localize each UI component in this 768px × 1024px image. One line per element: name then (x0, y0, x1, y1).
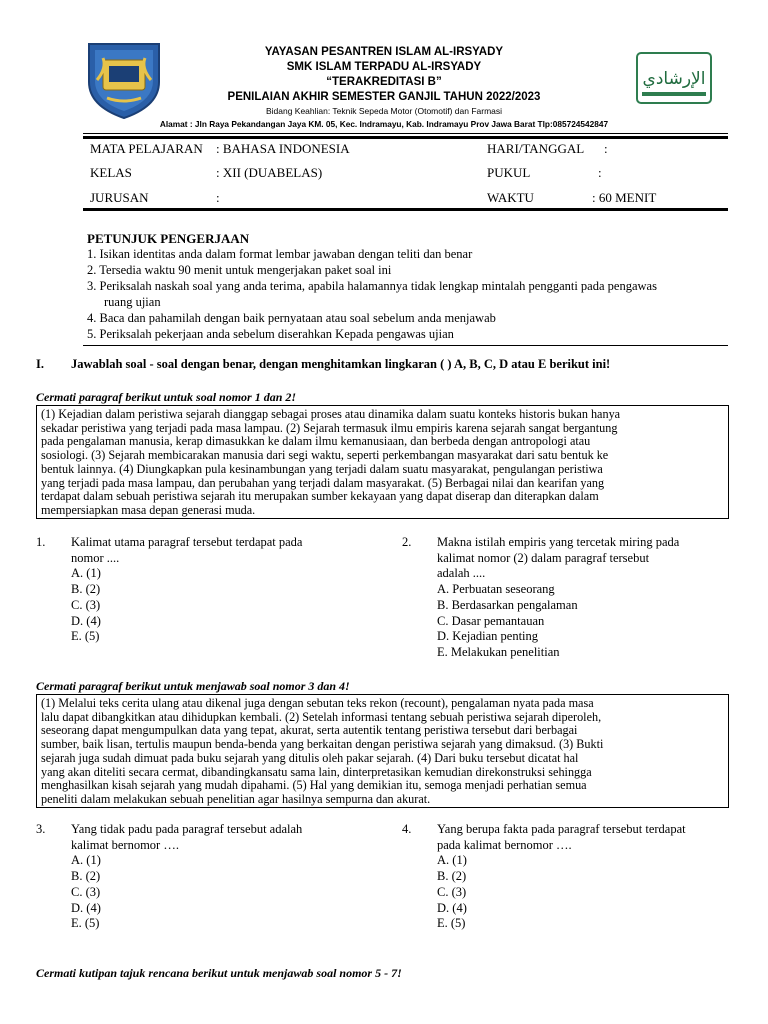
question-3 (71, 822, 361, 932)
option-c[interactable]: C. Dasar pemantauan (437, 613, 545, 628)
option-d[interactable]: D. (4) (71, 613, 101, 628)
passage2-heading: Cermati paragraf berikut untuk menjawab soal nomor 3 dan 4! (36, 679, 350, 693)
instruction-item: 3. Periksalah naskah soal yang anda terima, apabila halamannya tidak lengkap mintalah pengganti pada pengawas (87, 279, 657, 293)
option-d[interactable]: D. Kejadian penting (437, 629, 539, 644)
question-number: 2. (402, 535, 412, 549)
passage-line: (1) Kejadian dalam peristiwa sejarah dianggap sebagai proses atau dinamika dalam suatu konteks historis bukan hanya (41, 407, 621, 421)
accreditation: “TERAKREDITASI B” (326, 76, 442, 88)
question-1 (71, 535, 361, 645)
passage-line: mempersiapkan masa depan generasi muda. (41, 502, 256, 517)
question-stem: Makna istilah empiris yang tercetak miring pada (437, 535, 680, 549)
passage-line: peneliti dalam melakukan sebuah penelitian agar hasilnya sempurna dan akurat. (41, 791, 431, 806)
header-rule-thin (83, 133, 728, 134)
option-c[interactable]: C. (3) (71, 884, 101, 899)
question-number: 3. (36, 822, 46, 836)
option-b[interactable]: B. (2) (71, 869, 101, 884)
class-value: : XII (DUABELAS) (216, 165, 323, 180)
school-name: SMK ISLAM TERPADU AL-IRSYADY (286, 61, 482, 73)
passage-line: yang terjadi pada masa lampau, dan perubahan yang terjadi dalam masyarakat. (5) Berbagai nilai dan kearifan yang (41, 475, 605, 490)
header-rule-thick (83, 136, 728, 139)
option-b[interactable]: B. Berdasarkan pengalaman (437, 597, 578, 612)
passage3-heading: Cermati kutipan tajuk rencana berikut untuk menjawab soal nomor 5 - 7! (36, 966, 402, 980)
question-stem: Yang berupa fakta pada paragraf tersebut terdapat (437, 822, 686, 836)
option-a[interactable]: A. (1) (71, 566, 101, 581)
passage-line: menghasilkan kisah sejarah yang mudah dipahami. (5) Hal yang demikian itu, semoga menjadi perhatian semua (41, 778, 587, 793)
passage-line: bentuk lainnya. (4) Diungkapkan pula kesinambungan yang terjadi dalam suatu masyarakat, pengulangan peristiwa (41, 461, 603, 476)
option-a[interactable]: A. (1) (437, 853, 467, 868)
passage-line: sosiologi. (3) Sejarah membicarakan manusia dari segi waktu, seperti perkembangan masyarakat dari satu bentuk ke (41, 448, 609, 463)
option-a[interactable]: A. (1) (71, 853, 101, 868)
al-irsyady-logo (636, 52, 712, 104)
logo-arabic-text: الإرشادي (642, 69, 706, 89)
question-stem: pada kalimat bernomor …. (437, 837, 572, 852)
question-stem: Kalimat utama paragraf tersebut terdapat pada (71, 535, 303, 549)
option-d[interactable]: D. (4) (437, 900, 467, 915)
foundation-name: YAYASAN PESANTREN ISLAM AL-IRSYADY (264, 46, 504, 58)
question-stem: kalimat bernomor …. (71, 837, 179, 852)
expertise-field: Bidang Keahlian: Teknik Sepeda Motor (Otomotif) dan Farmasi (265, 106, 503, 116)
instructions-title: PETUNJUK PENGERJAAN (87, 231, 250, 246)
passage-line: yang akan diteliti secara cermat, dibandingkansatu sama lain, dinterpretasikan kemudian direkonstruksi sehingga (41, 764, 592, 779)
section-number: I. (36, 357, 44, 371)
instructions-rule (83, 345, 728, 346)
instruction-item-continued: ruang ujian (104, 295, 161, 309)
passage-line: (1) Melalui teks cerita ulang atau dikenal juga dengan sebutan teks rekon (recount), pengalaman nyata pada masa (41, 696, 594, 710)
major-label: JURUSAN (90, 190, 149, 205)
day-date-label: HARI/TANGGAL (487, 141, 585, 156)
passage1-heading: Cermati paragraf berikut untuk soal nomor 1 dan 2! (36, 390, 297, 404)
option-e[interactable]: E. (5) (71, 629, 100, 644)
subject-value: : BAHASA INDONESIA (216, 141, 350, 156)
question-4 (437, 822, 729, 932)
question-stem: Yang tidak padu pada paragraf tersebut adalah (71, 822, 303, 836)
passage-line: seseorang dapat mengumpulkan data yang tepat, akurat, serta autentik tentang peristiwa tersebut dari berbagai (41, 723, 578, 738)
option-b[interactable]: B. (2) (71, 582, 101, 597)
instruction-item: 1. Isikan identitas anda dalam format lembar jawaban dengan teliti dan benar (87, 247, 473, 261)
option-e[interactable]: E. Melakukan penelitian (437, 644, 560, 659)
identity-rule (83, 208, 728, 211)
time-label: PUKUL (487, 165, 531, 180)
question-stem: kalimat nomor (2) dalam paragraf tersebut (437, 550, 650, 565)
option-e[interactable]: E. (5) (437, 916, 466, 931)
question-stem: nomor .... (71, 550, 120, 565)
passage2-box (36, 694, 729, 808)
question-number: 1. (36, 535, 46, 549)
passage-line: pada pengalaman manusia, kerap dimasukkan ke dalam ilmu kemanusiaan, dan berbeda dengan antropologi atau (41, 434, 591, 449)
passage-line: terdapat dalam sebuah peristiwa sejarah itu merupakan sumber kekayaan yang dapat diserap dan diterapkan dalam (41, 489, 599, 504)
instruction-item: 2. Tersedia waktu 90 menit untuk mengerjakan paket soal ini (87, 263, 392, 277)
passage-line: sumber, baik lisan, tertulis maupun benda-benda yang berkaitan dengan peristiwa sejarah yang dimaksud. (3) Bukti (41, 737, 604, 752)
option-e[interactable]: E. (5) (71, 916, 100, 931)
question-number: 4. (402, 822, 412, 836)
option-c[interactable]: C. (3) (71, 597, 101, 612)
passage-line: sekadar peristiwa yang terjadi pada masa lampau. (2) Sejarah termasuk ilmu empiris karena sejarah sangat bergantung (41, 420, 618, 435)
exam-title: PENILAIAN AKHIR SEMESTER GANJIL TAHUN 2022/2023 (227, 91, 541, 103)
option-a[interactable]: A. Perbuatan seseorang (437, 582, 555, 597)
time-value: : (598, 165, 602, 180)
option-d[interactable]: D. (4) (71, 900, 101, 915)
option-c[interactable]: C. (3) (437, 884, 467, 899)
school-address: Alamat : Jln Raya Pekandangan Jaya KM. 05, Kec. Indramayu, Kab. Indramayu Prov Jawa Barat Tlp:085724542847 (159, 119, 609, 129)
passage-line: sejarah juga sudah dimuat pada buku sejarah yang ditulis oleh pakar sejarah. (4) Dari buku tersebut dicatat hal (41, 750, 579, 765)
instruction-item: 5. Periksalah pekerjaan anda sebelum diserahkan Kepada pengawas ujian (87, 327, 454, 341)
instruction-item: 4. Baca dan pahamilah dengan baik pernyataan atau soal sebelum anda menjawab (87, 311, 496, 325)
passage-line: lalu dapat dibangkitkan atau dihidupkan kembali. (2) Setelah informasi tentang sebuah peristiwa sejarah diperoleh, (41, 709, 602, 724)
passage1-box (36, 405, 729, 519)
duration-value: : 60 MENIT (592, 190, 657, 205)
question-2 (437, 535, 729, 661)
day-date-value: : (604, 141, 608, 156)
duration-label: WAKTU (487, 190, 534, 205)
section-instruction: Jawablah soal - soal dengan benar, dengan menghitamkan lingkaran ( ) A, B, C, D atau E berikut ini! (71, 357, 611, 371)
class-label: KELAS (90, 165, 132, 180)
subject-label: MATA PELAJARAN (90, 141, 203, 156)
option-b[interactable]: B. (2) (437, 869, 467, 884)
major-value: : (216, 190, 220, 205)
question-stem: adalah .... (437, 566, 486, 581)
